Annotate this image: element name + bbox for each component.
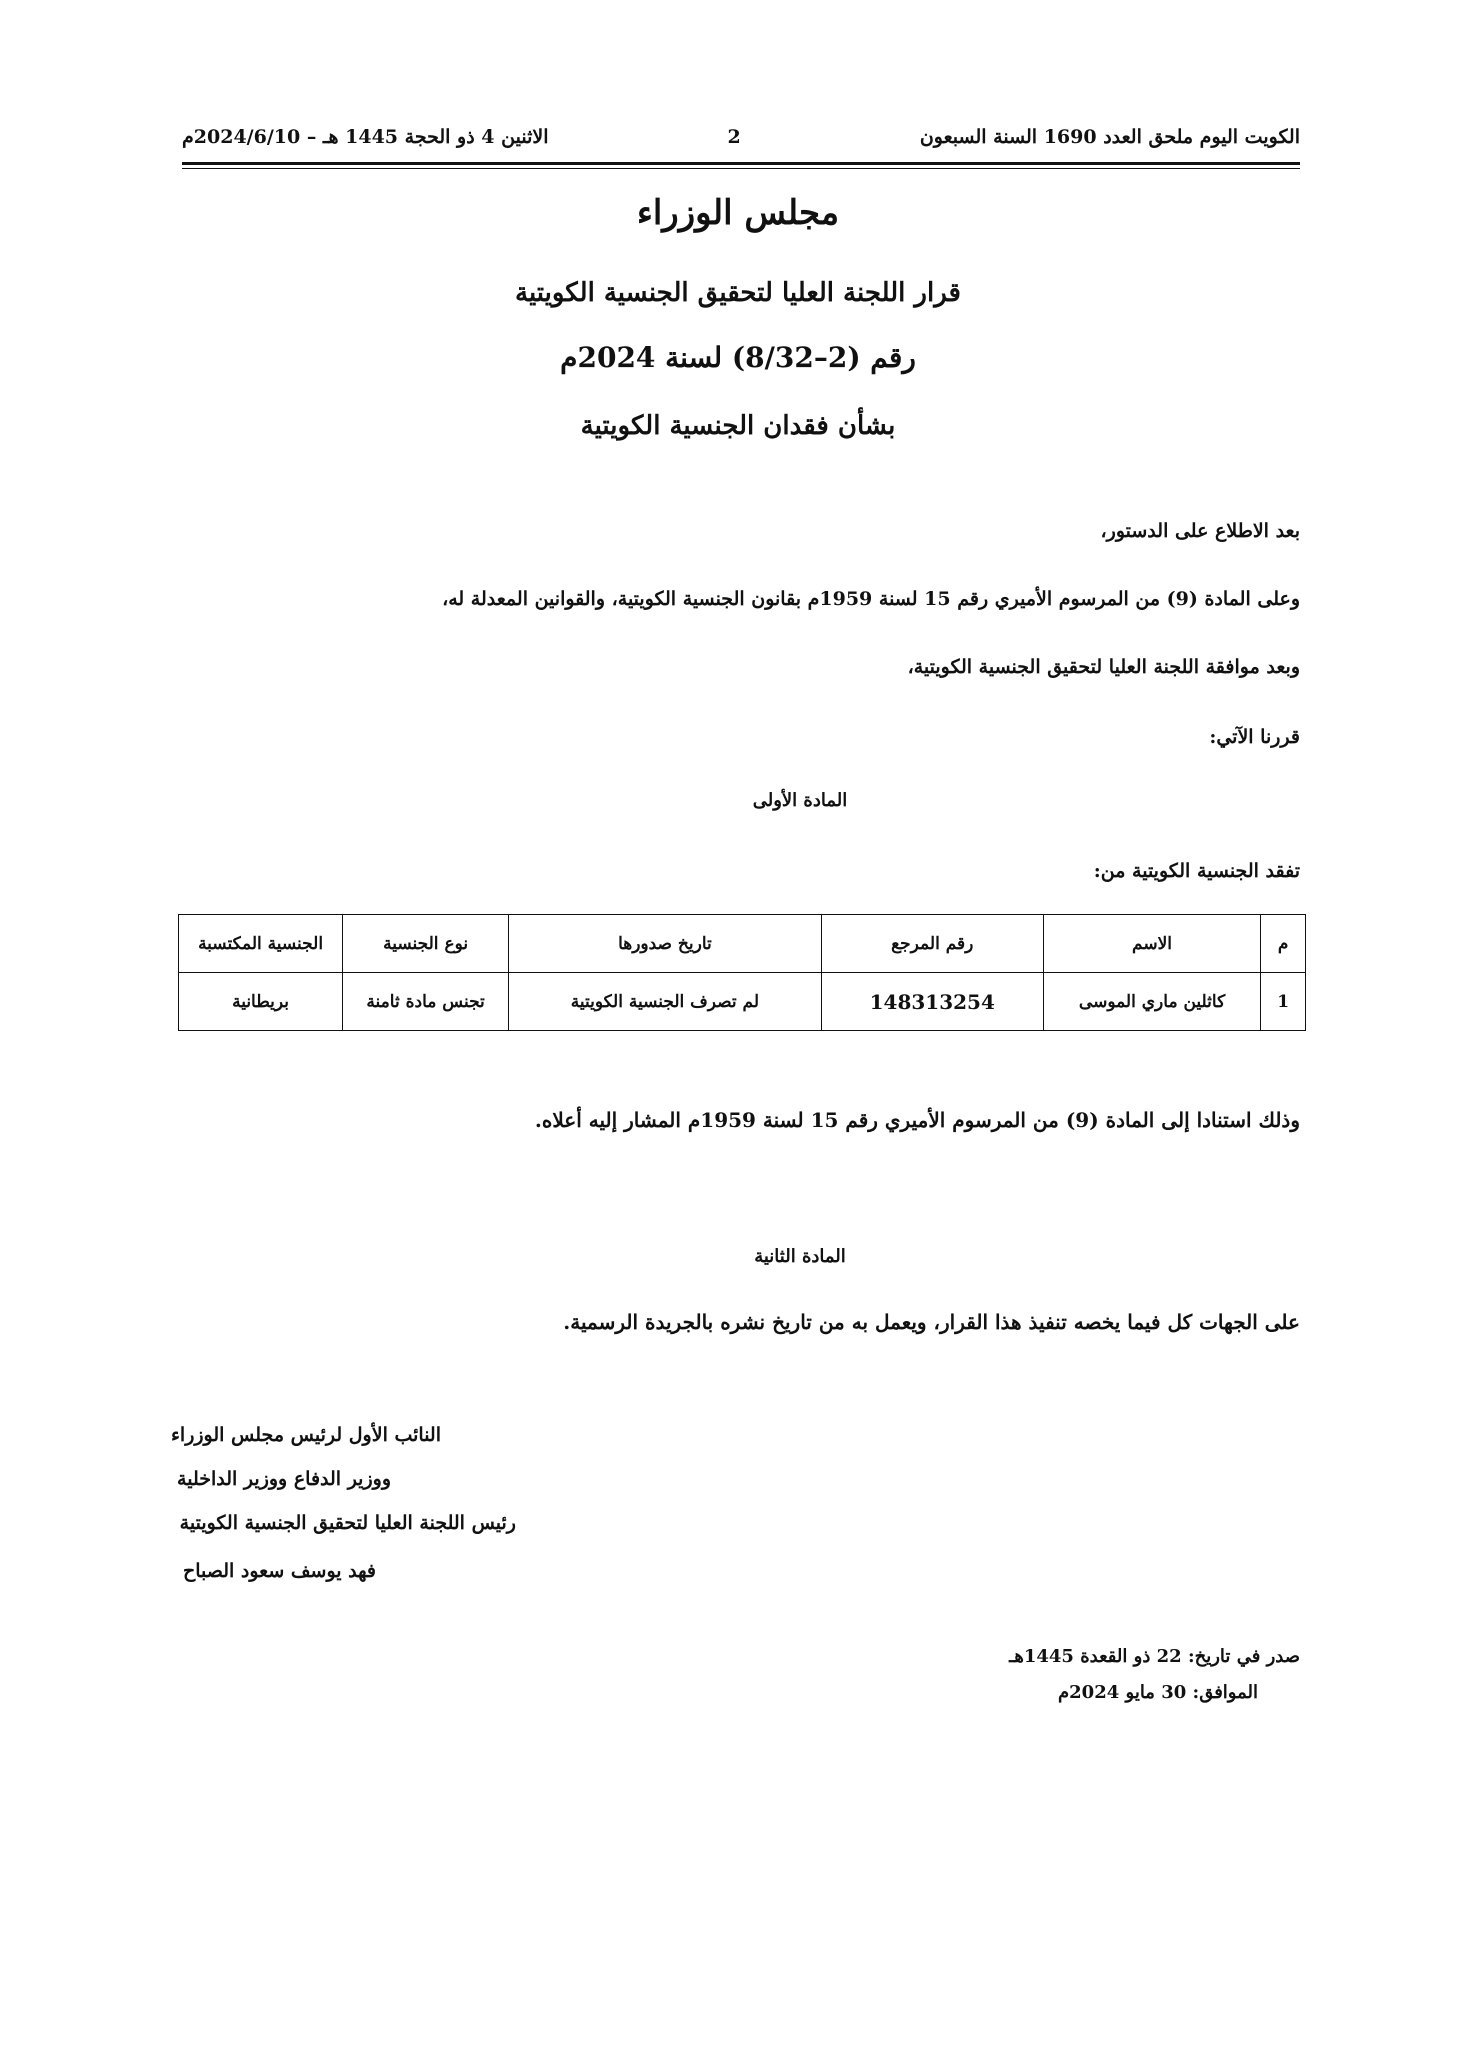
- signatory-title-3: رئيس اللجنة العليا لتحقيق الجنسية الكويتية: [179, 1512, 516, 1534]
- signatory-name: فهد يوسف سعود الصباح: [182, 1560, 376, 1582]
- issue-date-hijri: صدر في تاريخ: 22 ذو القعدة 1445هـ: [1009, 1646, 1300, 1667]
- header-reference: رقم المرجع: [821, 915, 1043, 973]
- header-acquired-nationality: الجنسية المكتسبة: [179, 915, 343, 973]
- decision-subject: بشأن فقدان الجنسية الكويتية: [580, 411, 896, 441]
- preamble-article-9: وعلى المادة (9) من المرسوم الأميري رقم 15 لسنة 1959م بقانون الجنسية الكويتية، والقوانين المعدلة له،: [442, 588, 1300, 610]
- header-rule-thick: [182, 162, 1300, 165]
- header-nationality-type: نوع الجنسية: [343, 915, 509, 973]
- page-number: 2: [727, 126, 741, 148]
- issue-date-gregorian: الموافق: 30 مايو 2024م: [1057, 1682, 1258, 1703]
- cell-issue-date: لم تصرف الجنسية الكويتية: [509, 973, 822, 1031]
- nationality-loss-table: [178, 914, 1306, 1031]
- article-2-text: على الجهات كل فيما يخصه تنفيذ هذا القرار، ويعمل به من تاريخ نشره بالجريدة الرسمية.: [563, 1310, 1300, 1334]
- article-1-basis: وذلك استنادا إلى المادة (9) من المرسوم الأميري رقم 15 لسنة 1959م المشار إليه أعلاه.: [534, 1108, 1300, 1132]
- cell-reference: 148313254: [821, 973, 1043, 1031]
- page-header: [182, 126, 1300, 148]
- signatory-title-1: النائب الأول لرئيس مجلس الوزراء: [170, 1424, 441, 1446]
- table-header-row: [179, 915, 1306, 973]
- preamble-resolved: قررنا الآتي:: [1209, 726, 1300, 748]
- preamble-committee-approval: وبعد موافقة اللجنة العليا لتحقيق الجنسية الكويتية،: [907, 656, 1300, 678]
- cell-nationality-type: تجنس مادة ثامنة: [343, 973, 509, 1031]
- cell-name: كاثلين ماري الموسى: [1043, 973, 1261, 1031]
- decision-title: قرار اللجنة العليا لتحقيق الجنسية الكويتية: [515, 278, 961, 308]
- header-date: الاثنين 4 ذو الحجة 1445 هـ – 2024/6/10م: [182, 126, 549, 148]
- table-row: [179, 973, 1306, 1031]
- header-num: م: [1261, 915, 1306, 973]
- article-2-heading: المادة الثانية: [754, 1246, 846, 1267]
- council-title: مجلس الوزراء: [636, 193, 840, 233]
- article-1-heading: المادة الأولى: [752, 790, 848, 811]
- header-issue-date: تاريخ صدورها: [509, 915, 822, 973]
- header-rule-thin: [182, 168, 1300, 169]
- article-1-intro: تفقد الجنسية الكويتية من:: [1093, 860, 1300, 882]
- header-issue-info: الكويت اليوم ملحق العدد 1690 السنة السبعون: [919, 126, 1300, 148]
- preamble-constitution: بعد الاطلاع على الدستور،: [1100, 520, 1300, 542]
- header-name: الاسم: [1043, 915, 1261, 973]
- signatory-title-2: ووزير الدفاع ووزير الداخلية: [177, 1468, 391, 1490]
- cell-acquired-nationality: بريطانية: [179, 973, 343, 1031]
- cell-num: 1: [1261, 973, 1306, 1031]
- decision-number: رقم (2–8/32) لسنة 2024م: [560, 341, 916, 374]
